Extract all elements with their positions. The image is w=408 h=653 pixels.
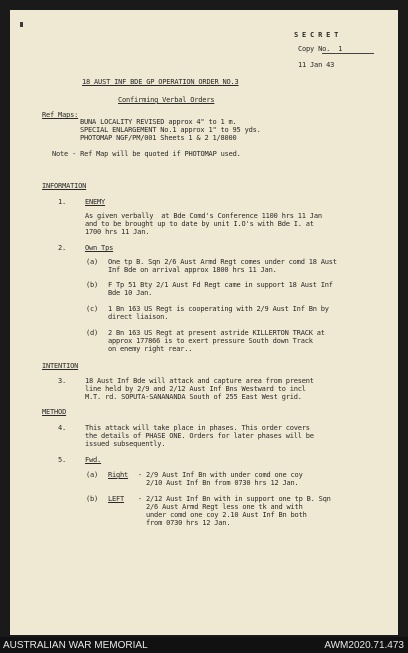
intention-text: 18 Aust Inf Bde will attack and capture area from present — [85, 377, 314, 385]
item-text: 1 Bn 163 US Regt is cooperating with 2/9 Aust Inf Bn by — [108, 305, 329, 313]
fwd-item-label: (b) — [86, 495, 99, 503]
para-number: 4. — [58, 424, 67, 432]
information-heading: INFORMATION — [42, 182, 87, 190]
document-page — [10, 10, 398, 635]
item-text: Bde 10 Jan. — [108, 289, 153, 297]
ref-map-line: SPECIAL ENLARGEMENT No.1 approx 1" to 95 yds. — [80, 126, 261, 134]
para-number: 5. — [58, 456, 67, 464]
fwd-side-left: LEFT — [108, 495, 125, 503]
fwd-item-text: 2/10 Aust Inf Bn from 0730 hrs 12 Jan. — [138, 479, 299, 487]
archive-reference: AWM2020.71.473 — [324, 640, 404, 651]
intention-text: M.T. rd. SOPUTA-SANANANDA South of 255 East West grid. — [85, 393, 302, 401]
punch-hole-mark — [20, 22, 23, 27]
enemy-text: and to be brought up to date by unit I.O's with Bde I. at — [85, 220, 314, 228]
order-title: 18 AUST INF BDE GP OPERATION ORDER NO.3 — [82, 78, 239, 86]
ref-map-line: BUNA LOCALITY REVISED approx 4" to 1 m. — [80, 118, 237, 126]
archive-footer-bar — [0, 637, 408, 653]
method-heading: METHOD — [42, 408, 67, 416]
enemy-text: 1700 hrs 11 Jan. — [85, 228, 150, 236]
item-label: (b) — [86, 281, 99, 289]
fwd-item-text: under comd one coy 2.10 Aust Inf Bn both — [138, 511, 307, 519]
order-subtitle: Confirming Verbal Orders — [118, 96, 215, 104]
method-text: This attack will take place in phases. This order covers — [85, 424, 310, 432]
para-number: 3. — [58, 377, 67, 385]
fwd-item-text: from 0730 hrs 12 Jan. — [138, 519, 231, 527]
fwd-side-right: Right — [108, 471, 129, 479]
own-tps-heading: Own Tps — [85, 244, 114, 252]
para-number: 2. — [58, 244, 67, 252]
method-text: the details of PHASE ONE. Orders for later phases will be — [85, 432, 314, 440]
item-label: (a) — [86, 258, 99, 266]
item-text: direct liaison. — [108, 313, 169, 321]
method-text: issued subsequently. — [85, 440, 166, 448]
intention-heading: INTENTION — [42, 362, 79, 370]
fwd-item-text: - 2/12 Aust Inf Bn with in support one tp B. Sqn — [138, 495, 331, 503]
archive-name: AUSTRALIAN WAR MEMORIAL — [3, 640, 148, 651]
copy-number-underline — [322, 53, 374, 54]
enemy-text: As given verbally at Bde Comd's Conference 1100 hrs 11 Jan — [85, 212, 322, 220]
fwd-item-label: (a) — [86, 471, 99, 479]
item-text: One tp B. Sqn 2/6 Aust Armd Regt comes under comd 18 Aust — [108, 258, 337, 266]
secret-classification: S E C R E T — [294, 31, 339, 39]
ref-map-note: Note - Ref Map will be quoted if PHOTOMAP used. — [52, 150, 241, 158]
fwd-heading: Fwd. — [85, 456, 102, 464]
ref-map-line: PHOTOMAP NGF/PM/001 Sheets 1 & 2 1/8000 — [80, 134, 237, 142]
item-text: F Tp 51 Bty 2/1 Aust Fd Regt came in support 18 Aust Inf — [108, 281, 333, 289]
fwd-item-text: 2/6 Aust Armd Regt less one tk and with — [138, 503, 303, 511]
order-date: 11 Jan 43 — [298, 61, 335, 69]
enemy-heading: ENEMY — [85, 198, 106, 206]
copy-number: Copy No. 1 — [298, 45, 343, 53]
item-text: 2 Bn 163 US Regt at present astride KILLERTON TRACK at — [108, 329, 325, 337]
item-text: on enemy right rear.. — [108, 345, 193, 353]
item-text: Inf Bde on arrival approx 1800 hrs 11 Jan. — [108, 266, 277, 274]
intention-text: line held by 2/9 and 2/12 Aust Inf Bns Westward to incl — [85, 385, 306, 393]
item-label: (c) — [86, 305, 99, 313]
para-number: 1. — [58, 198, 67, 206]
item-text: approx 177866 is to exert pressure South down Track — [108, 337, 313, 345]
item-label: (d) — [86, 329, 99, 337]
fwd-item-text: - 2/9 Aust Inf Bn with under comd one coy — [138, 471, 303, 479]
ref-maps-label: Ref Maps: — [42, 111, 79, 119]
